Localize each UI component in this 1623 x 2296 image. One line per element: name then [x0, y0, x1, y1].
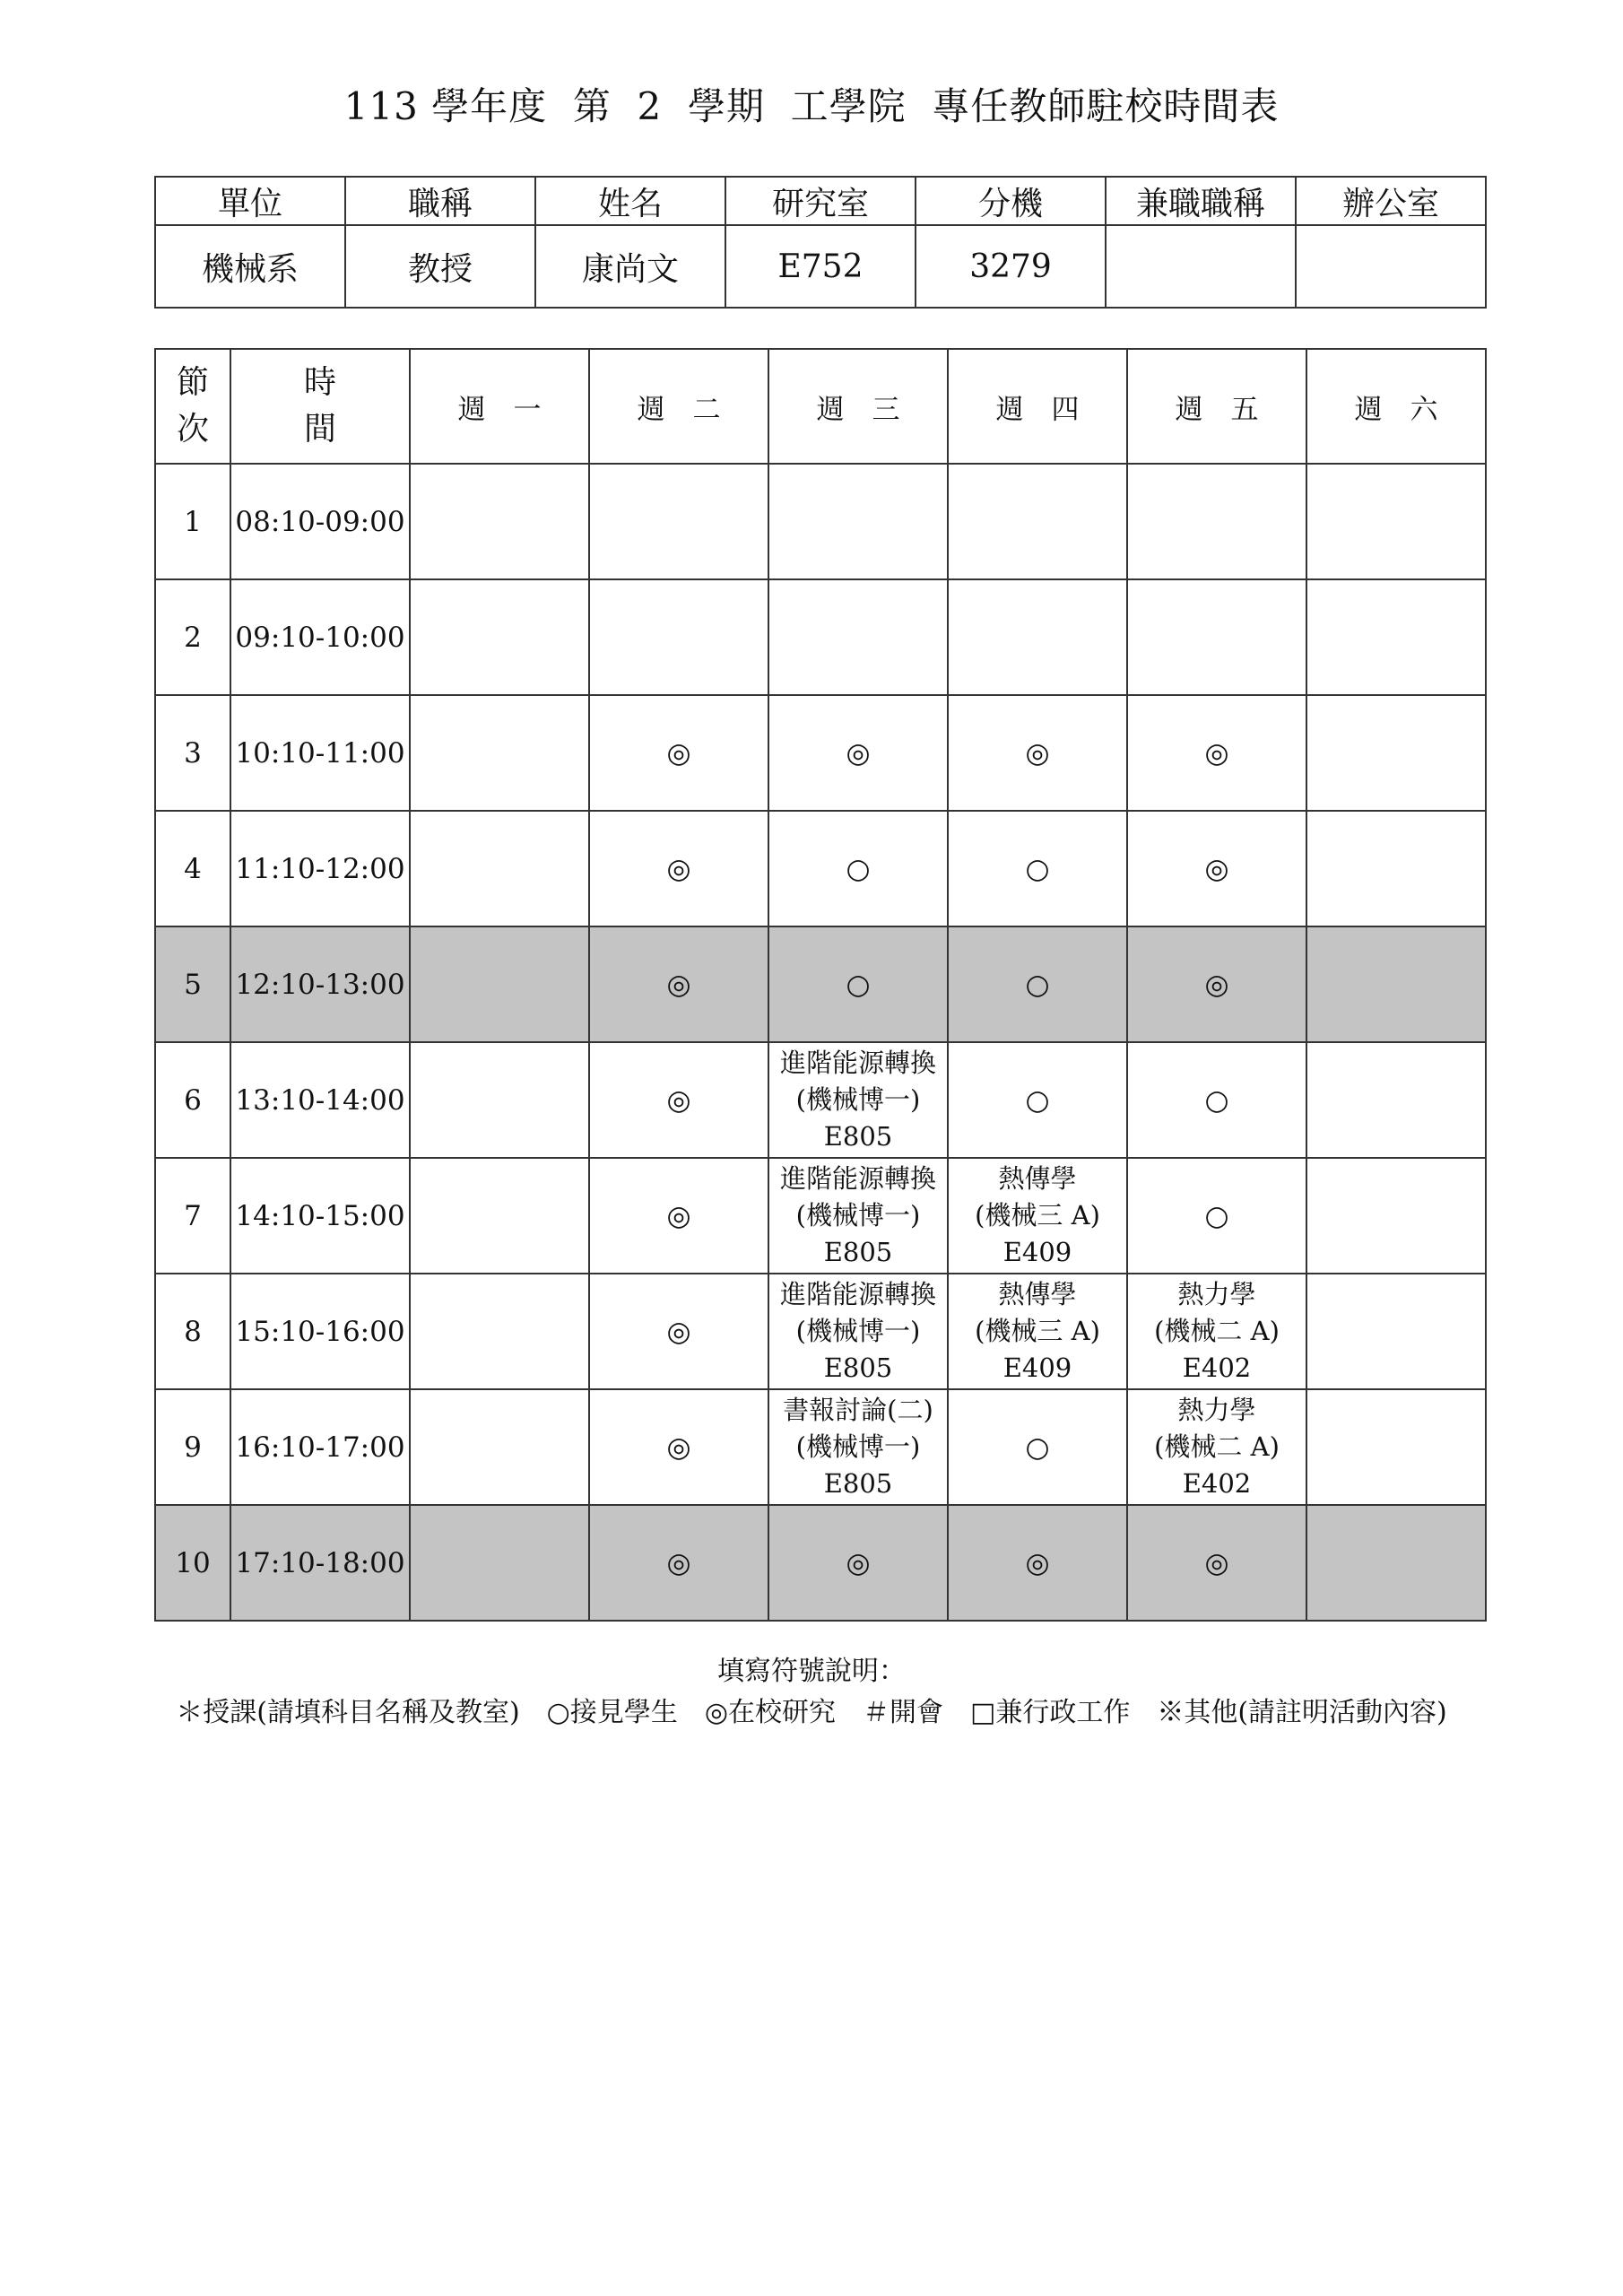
slot-tue	[589, 464, 768, 579]
schedule-row	[155, 579, 1486, 695]
course-class: (機械二 A)	[1154, 1316, 1280, 1346]
period-time: 14:10-15:00	[230, 1158, 410, 1274]
course-class: (機械博一)	[795, 1431, 921, 1462]
research-symbol: ◎	[1204, 852, 1229, 885]
research-symbol: ◎	[846, 1546, 871, 1579]
course-class: (機械博一)	[795, 1200, 921, 1231]
slot-wed	[768, 926, 948, 1042]
slot-mon	[410, 811, 589, 926]
slot-mon	[410, 1389, 589, 1505]
day-header-tue: 週 二	[589, 349, 768, 464]
slot-sat	[1306, 1042, 1486, 1158]
meeting-students-symbol: ○	[846, 968, 871, 1001]
time-header: 時 間	[230, 349, 410, 464]
slot-thu	[948, 1505, 1127, 1621]
legend-title: 填寫符號說明：	[717, 1656, 906, 1687]
slot-thu	[948, 695, 1127, 811]
period-number: 9	[155, 1389, 230, 1505]
period-number: 7	[155, 1158, 230, 1274]
slot-thu	[948, 579, 1127, 695]
slot-tue	[589, 811, 768, 926]
meeting-students-symbol: ○	[1204, 1083, 1229, 1117]
course-room: E402	[1182, 1352, 1252, 1383]
slot-fri	[1127, 1042, 1306, 1158]
slot-thu	[948, 1389, 1127, 1505]
slot-sat	[1306, 1389, 1486, 1505]
slot-fri	[1127, 1274, 1306, 1389]
legend-text: ＊授課(請填科目名稱及教室) ○接見學生 ◎在校研究 ＃開會 □兼行政工作 ※其他(請註明活動內容)	[176, 1697, 1447, 1728]
period-number: 5	[155, 926, 230, 1042]
slot-fri	[1127, 1158, 1306, 1274]
slot-tue	[589, 1274, 768, 1389]
period-number: 1	[155, 464, 230, 579]
info-value-rank: 教授	[345, 225, 535, 308]
slot-wed	[768, 1274, 948, 1389]
info-value-name: 康尚文	[535, 225, 725, 308]
period-time: 15:10-16:00	[230, 1274, 410, 1389]
course-class: (機械二 A)	[1154, 1431, 1280, 1462]
meeting-students-symbol: ○	[846, 852, 871, 885]
course-name: 熱傳學	[998, 1279, 1077, 1309]
slot-fri	[1127, 695, 1306, 811]
slot-sat	[1306, 811, 1486, 926]
course-class: (機械三 A)	[975, 1200, 1100, 1231]
meeting-students-symbol: ○	[1025, 1083, 1050, 1117]
period-time: 08:10-09:00	[230, 464, 410, 579]
meeting-students-symbol: ○	[1025, 1431, 1050, 1464]
slot-mon	[410, 1505, 589, 1621]
research-symbol: ◎	[846, 736, 871, 770]
period-number: 4	[155, 811, 230, 926]
period-time: 16:10-17:00	[230, 1389, 410, 1505]
schedule-row	[155, 811, 1486, 926]
course-room: E805	[823, 1121, 893, 1152]
period-time: 12:10-13:00	[230, 926, 410, 1042]
slot-fri	[1127, 811, 1306, 926]
slot-sat	[1306, 926, 1486, 1042]
slot-sat	[1306, 695, 1486, 811]
period-number: 6	[155, 1042, 230, 1158]
slot-mon	[410, 464, 589, 579]
info-header-lab: 研究室	[725, 177, 916, 225]
slot-wed	[768, 1505, 948, 1621]
course-name: 熱力學	[1177, 1395, 1256, 1425]
slot-mon	[410, 1274, 589, 1389]
schedule-row	[155, 1505, 1486, 1621]
period-time: 10:10-11:00	[230, 695, 410, 811]
slot-thu	[948, 1158, 1127, 1274]
course-room: E805	[823, 1352, 893, 1383]
slot-wed	[768, 695, 948, 811]
teacher-info-table	[154, 176, 1487, 309]
period-number: 3	[155, 695, 230, 811]
course-room: E805	[823, 1468, 893, 1499]
page-title: 113 學年度 第 2 學期 工學院 專任教師駐校時間表	[343, 84, 1280, 128]
schedule-row	[155, 1158, 1486, 1274]
schedule-row	[155, 464, 1486, 579]
course-room: E409	[1002, 1352, 1072, 1383]
day-header-sat: 週 六	[1306, 349, 1486, 464]
slot-tue	[589, 579, 768, 695]
meeting-students-symbol: ○	[1025, 852, 1050, 885]
period-header: 節 次	[155, 349, 230, 464]
research-symbol: ◎	[666, 1199, 691, 1232]
info-header-name: 姓名	[535, 177, 725, 225]
period-time: 17:10-18:00	[230, 1505, 410, 1621]
slot-fri	[1127, 579, 1306, 695]
slot-sat	[1306, 1274, 1486, 1389]
slot-sat	[1306, 1158, 1486, 1274]
research-symbol: ◎	[1204, 968, 1229, 1001]
slot-wed	[768, 464, 948, 579]
slot-sat	[1306, 464, 1486, 579]
slot-fri	[1127, 464, 1306, 579]
course-name: 進階能源轉換	[779, 1048, 936, 1078]
info-value-extension: 3279	[916, 225, 1106, 308]
course-class: (機械博一)	[795, 1316, 921, 1346]
info-header-unit: 單位	[155, 177, 345, 225]
info-value-office	[1296, 225, 1486, 308]
course-class: (機械三 A)	[975, 1316, 1100, 1346]
slot-wed	[768, 1389, 948, 1505]
slot-sat	[1306, 579, 1486, 695]
schedule-row	[155, 926, 1486, 1042]
slot-thu	[948, 811, 1127, 926]
schedule-row	[155, 1042, 1486, 1158]
period-number: 8	[155, 1274, 230, 1389]
research-symbol: ◎	[666, 1083, 691, 1117]
research-symbol: ◎	[666, 1315, 691, 1348]
slot-wed	[768, 579, 948, 695]
course-name: 書報討論(二)	[783, 1395, 933, 1425]
schedule-table	[154, 348, 1487, 1622]
slot-wed	[768, 1158, 948, 1274]
slot-tue	[589, 926, 768, 1042]
slot-tue	[589, 1158, 768, 1274]
day-header-fri: 週 五	[1127, 349, 1306, 464]
schedule-row	[155, 1274, 1486, 1389]
day-header-wed: 週 三	[768, 349, 948, 464]
info-header-office: 辦公室	[1296, 177, 1486, 225]
research-symbol: ◎	[666, 1546, 691, 1579]
slot-mon	[410, 1158, 589, 1274]
slot-thu	[948, 1274, 1127, 1389]
slot-wed	[768, 811, 948, 926]
info-value-lab: E752	[725, 225, 916, 308]
course-name: 進階能源轉換	[779, 1163, 936, 1194]
slot-tue	[589, 1042, 768, 1158]
slot-mon	[410, 1042, 589, 1158]
slot-mon	[410, 695, 589, 811]
slot-tue	[589, 695, 768, 811]
slot-thu	[948, 926, 1127, 1042]
research-symbol: ◎	[666, 968, 691, 1001]
period-time: 11:10-12:00	[230, 811, 410, 926]
info-header-rank: 職稱	[345, 177, 535, 225]
schedule-row	[155, 695, 1486, 811]
research-symbol: ◎	[1204, 736, 1229, 770]
period-time: 09:10-10:00	[230, 579, 410, 695]
course-class: (機械博一)	[795, 1084, 921, 1115]
slot-sat	[1306, 1505, 1486, 1621]
research-symbol: ◎	[666, 736, 691, 770]
meeting-students-symbol: ○	[1204, 1199, 1229, 1232]
slot-thu	[948, 1042, 1127, 1158]
meeting-students-symbol: ○	[1025, 968, 1050, 1001]
slot-fri	[1127, 926, 1306, 1042]
slot-mon	[410, 926, 589, 1042]
course-room: E409	[1002, 1237, 1072, 1267]
period-number: 10	[155, 1505, 230, 1621]
slot-wed	[768, 1042, 948, 1158]
period-number: 2	[155, 579, 230, 695]
slot-thu	[948, 464, 1127, 579]
research-symbol: ◎	[1204, 1546, 1229, 1579]
day-header-thu: 週 四	[948, 349, 1127, 464]
slot-fri	[1127, 1389, 1306, 1505]
slot-fri	[1127, 1505, 1306, 1621]
schedule-row	[155, 1389, 1486, 1505]
course-name: 熱傳學	[998, 1163, 1077, 1194]
course-room: E805	[823, 1237, 893, 1267]
info-value-concurrent-title	[1106, 225, 1296, 308]
info-header-extension: 分機	[916, 177, 1106, 225]
day-header-mon: 週 一	[410, 349, 589, 464]
period-time: 13:10-14:00	[230, 1042, 410, 1158]
research-symbol: ◎	[666, 852, 691, 885]
slot-mon	[410, 579, 589, 695]
course-name: 進階能源轉換	[779, 1279, 936, 1309]
course-name: 熱力學	[1177, 1279, 1256, 1309]
research-symbol: ◎	[1025, 736, 1050, 770]
course-room: E402	[1182, 1468, 1252, 1499]
research-symbol: ◎	[1025, 1546, 1050, 1579]
info-value-unit: 機械系	[155, 225, 345, 308]
research-symbol: ◎	[666, 1431, 691, 1464]
slot-tue	[589, 1505, 768, 1621]
slot-tue	[589, 1389, 768, 1505]
info-header-concurrent-title: 兼職職稱	[1106, 177, 1296, 225]
